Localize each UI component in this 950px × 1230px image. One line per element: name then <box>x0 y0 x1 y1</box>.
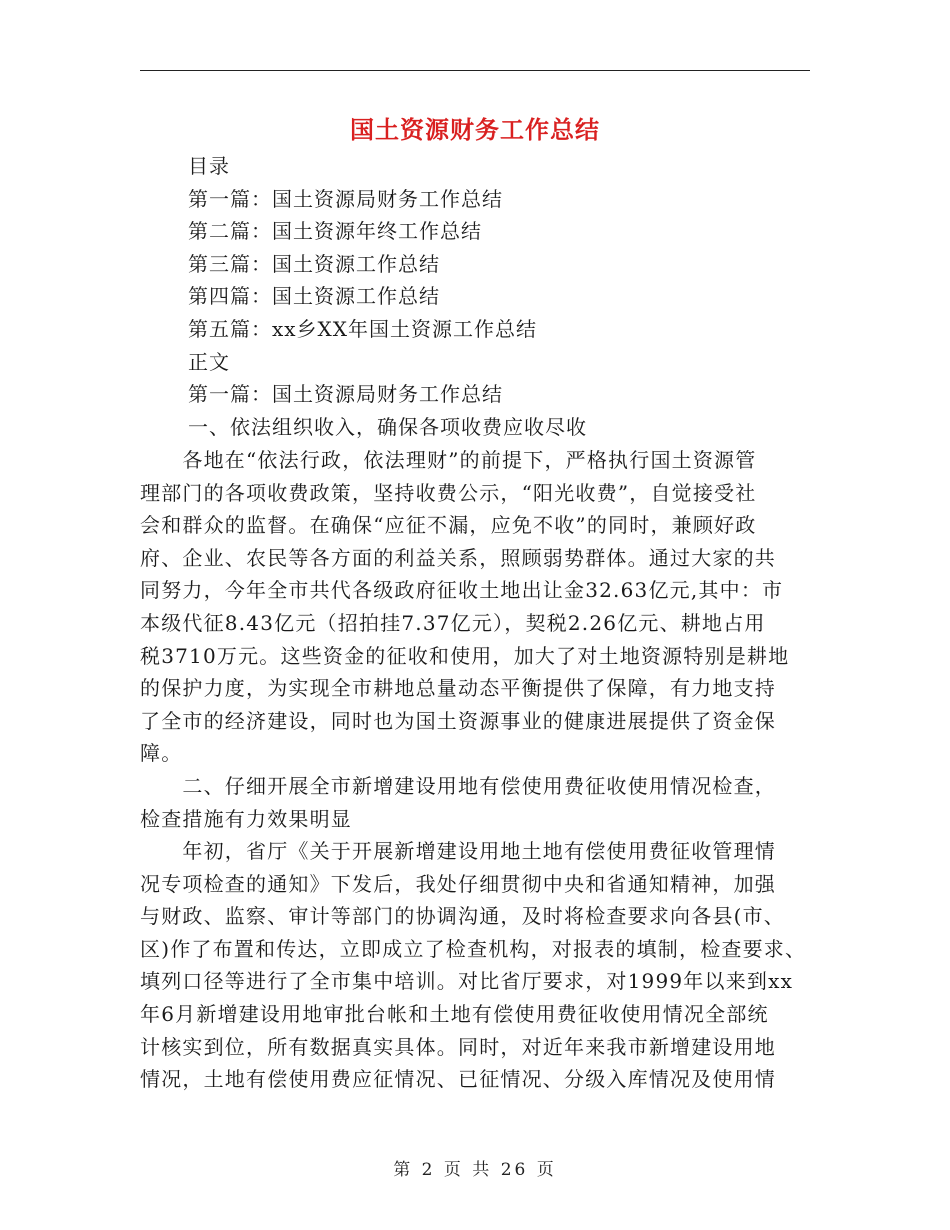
toc-item-4: 第四篇：国土资源工作总结 <box>188 284 440 309</box>
section-heading-2: 二、仔细开展全市新增建设用地有偿使用费征收使用情况检查， 检查措施有力效果明显 <box>140 774 776 831</box>
paragraph-1: 各地在“依法行政，依法理财”的前提下，严格执行国土资源管 理部门的各项收费政策，坚持收费公示，“阳光收费”，自觉接受社 会和群众的监督。在确保“应征不漏，应免不收”的同时，兼顾好政 府、企业、农民等各方面的利益关系，照顾弱势群体。通过大家的共 同努力，今年全市共代各级政府征收土地出让金32.63亿元,其中：市 本级代征8.43亿元（招拍挂7.37亿元），契税2.26亿元、耕地占用 税3710万元。这些资金的征收和使用，加大了对土地资源特别是耕地 的保护力度，为实现全市耕地总量动态平衡提供了保障，有力地支持 了全市的经济建设，同时也为国土资源事业的健康进展提供了资金保 障。 <box>140 448 790 766</box>
body-heading: 正文 <box>188 349 230 374</box>
header-rule <box>140 70 810 71</box>
toc-item-5: 第五篇：xx乡XX年国土资源工作总结 <box>188 316 538 341</box>
chapter-title: 第一篇：国土资源局财务工作总结 <box>188 382 503 407</box>
toc-item-3: 第三篇：国土资源工作总结 <box>188 251 440 276</box>
toc-item-1: 第一篇：国土资源局财务工作总结 <box>188 186 503 211</box>
document-title: 国土资源财务工作总结 <box>350 116 600 144</box>
table-of-contents <box>188 150 808 443</box>
page-footer: 第 2 页 共 26 页 <box>393 1160 557 1180</box>
paragraph-2: 年初，省厅《关于开展新增建设用地土地有偿使用费征收管理情 况专项检查的通知》下发后，我处仔细贯彻中央和省通知精神，加强 与财政、监察、审计等部门的协调沟通，及时将检查要求向各县(市、 区)作了布置和传达，立即成立了检查机构，对报表的填制，检查要求、 填列口径等进行了全市集中培训。对比省厅要求，对1999年以来到xx 年6月新增建设用地审批台帐和土地有偿使用费征收使用情况全部统 计核实到位，所有数据真实具体。同时，对近年来我市新增建设用地 情况，土地有偿使用费应征情况、已征情况、分级入库情况及使用情 <box>140 839 807 1092</box>
section-heading-1: 一、依法组织收入，确保各项收费应收尽收 <box>188 414 587 439</box>
toc-heading: 目录 <box>188 154 230 178</box>
toc-item-2: 第二篇：国土资源年终工作总结 <box>188 219 482 244</box>
